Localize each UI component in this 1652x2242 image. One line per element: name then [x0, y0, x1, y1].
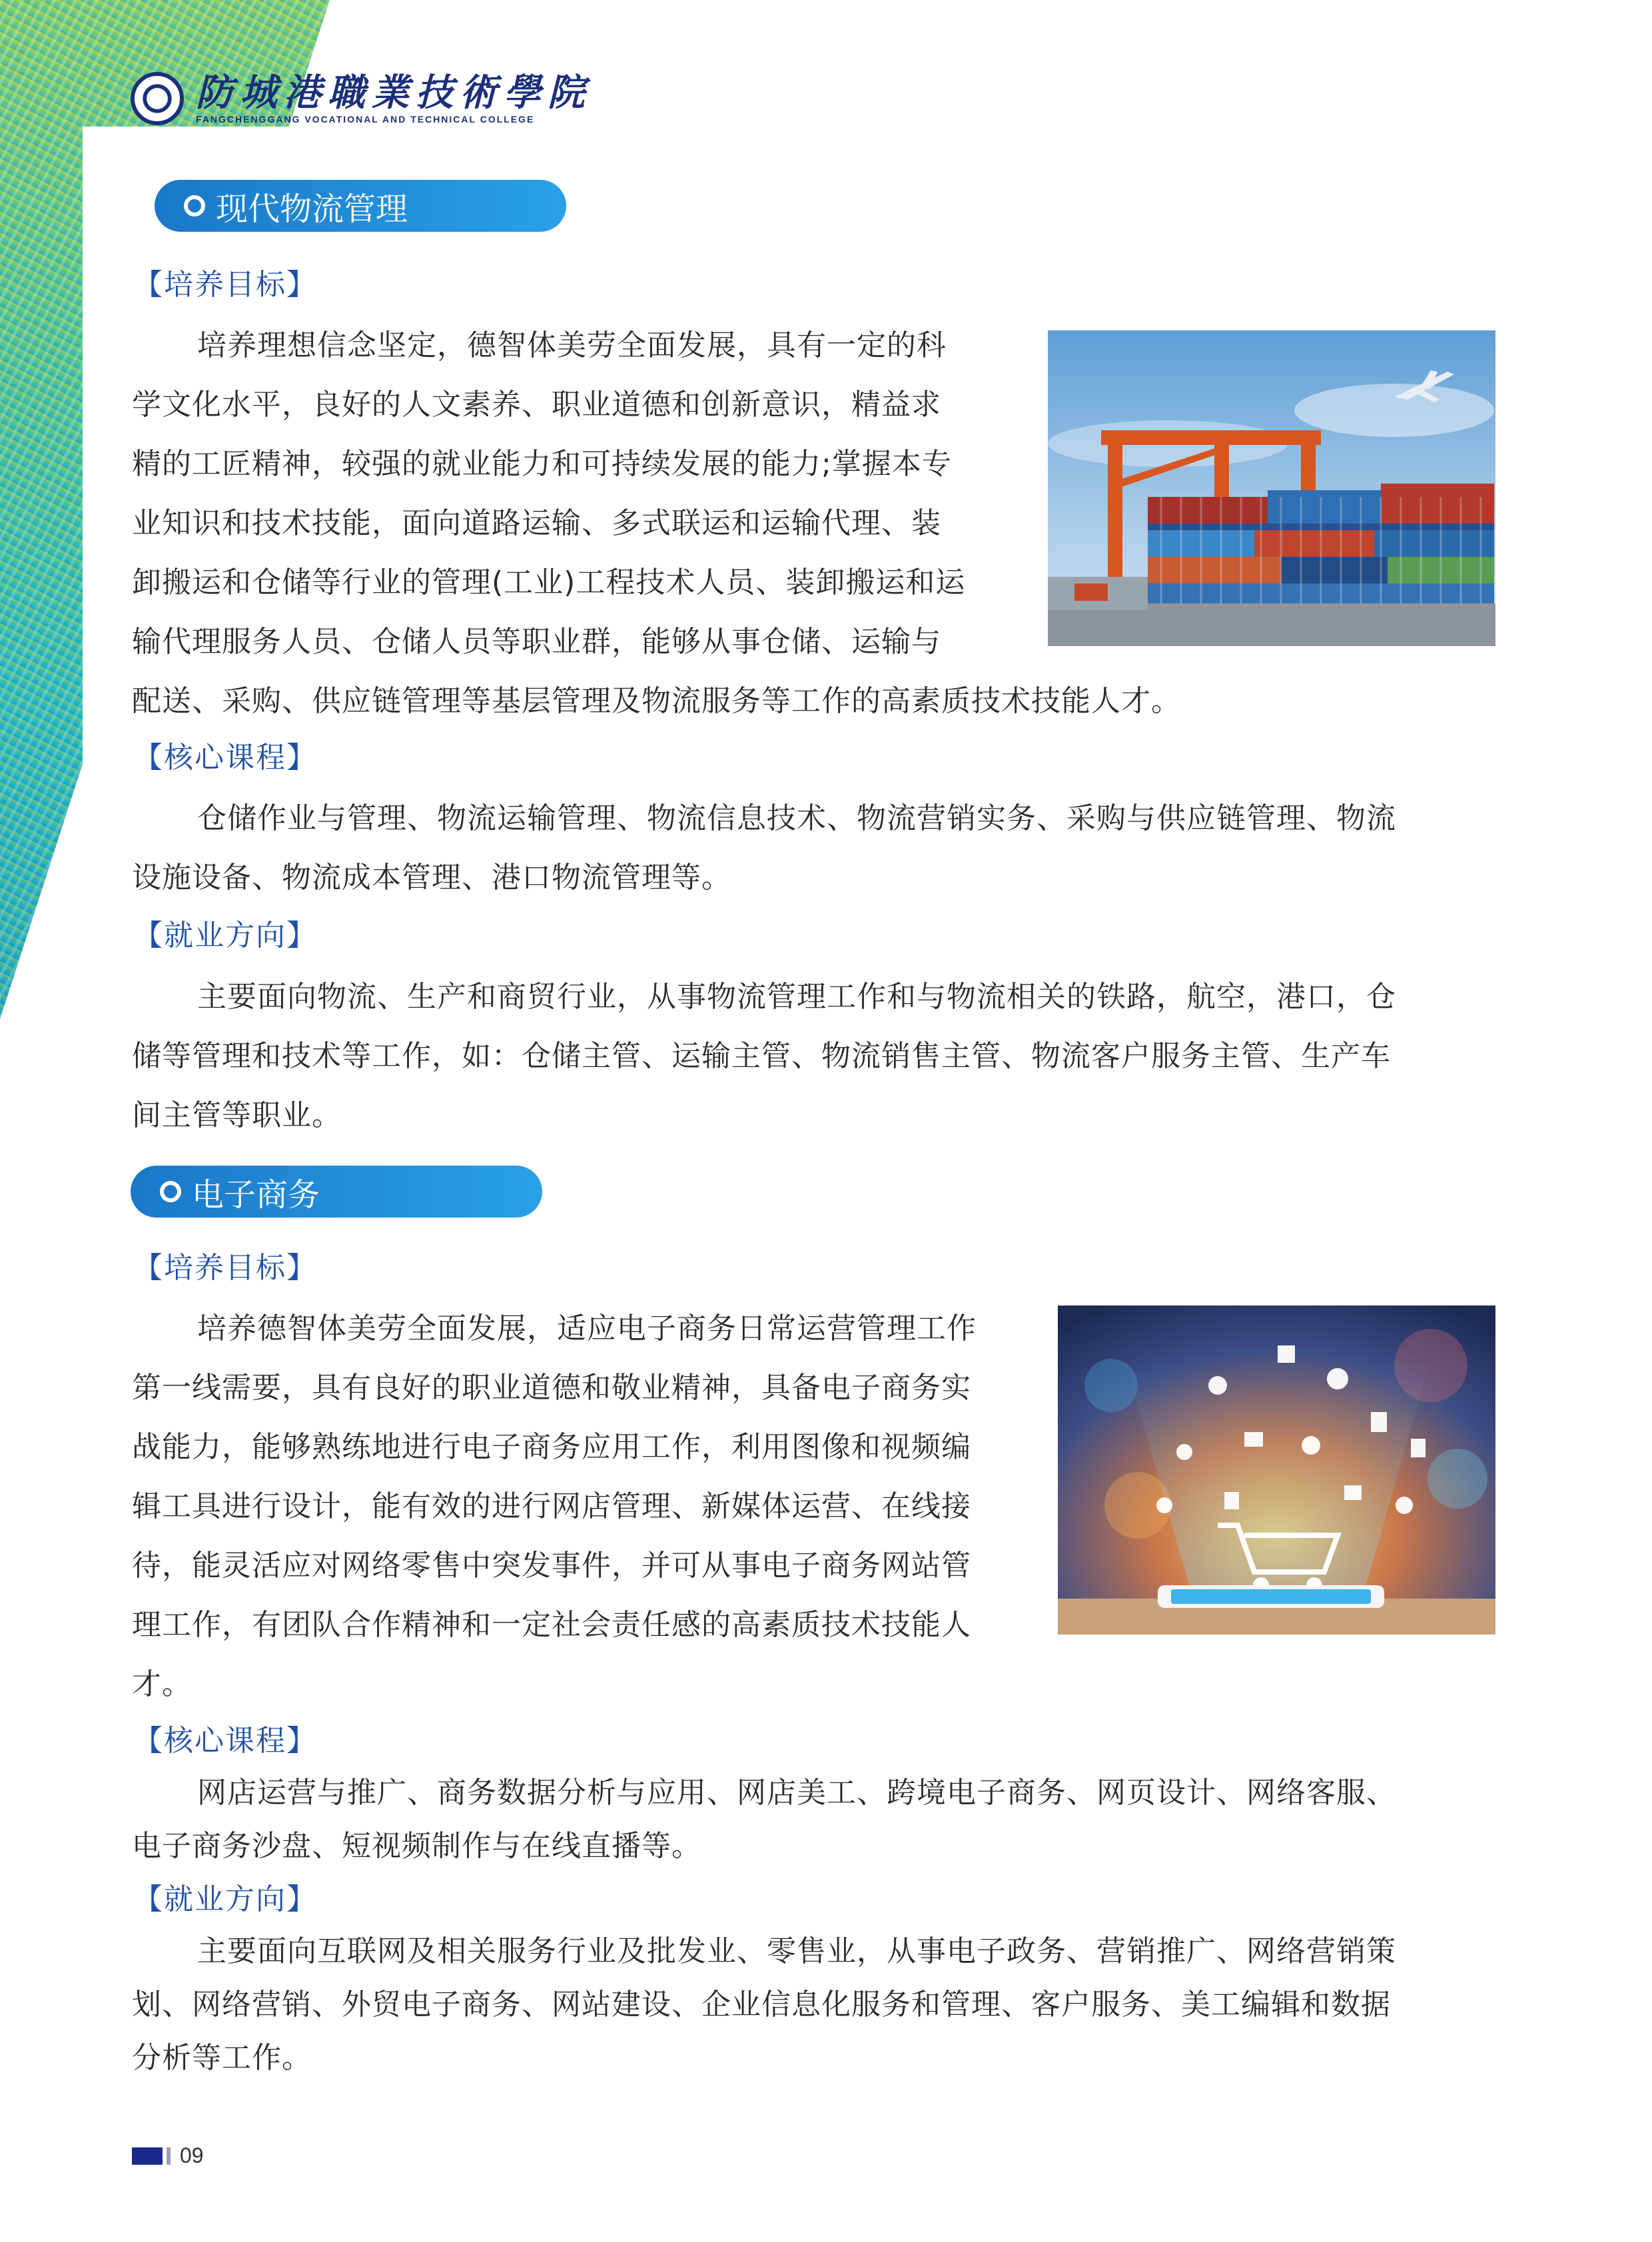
course-paragraph: [132, 789, 1504, 907]
circle-bullet-icon: [160, 1181, 181, 1202]
course-label: 【核心课程】: [133, 741, 317, 775]
circle-bullet-icon: [184, 195, 205, 216]
goal-line: 卸搬运和仓储等行业的管理(工业)工程技术人员、装卸搬运和运: [132, 565, 966, 599]
job-label: 【就业方向】: [133, 1882, 317, 1916]
goal-line: 精的工匠精神，较强的就业能力和可持续发展的能力;掌握本专: [132, 447, 952, 481]
section-title-logistics: [155, 180, 566, 232]
ecommerce-photo: [1058, 1306, 1495, 1635]
college-name-en: FANGCHENGGANG VOCATIONAL AND TECHNICAL COLLEGE: [196, 113, 535, 125]
college-name-cn: 防城港職業技術學院: [196, 70, 592, 115]
college-logo: [131, 67, 592, 130]
course-line: 网店运营与推广、商务数据分析与应用、网店美工、跨境电子商务、网页设计、网络客服、: [197, 1776, 1396, 1810]
page-number-text: 09: [180, 2143, 204, 2167]
goal-line: 培养理想信念坚定，德智体美劳全面发展，具有一定的科: [197, 328, 947, 362]
page-number: [132, 2143, 204, 2168]
job-label: 【就业方向】: [133, 919, 317, 952]
job-paragraph: [132, 967, 1504, 1145]
job-line: 储等管理和技术等工作，如：仓储主管、运输主管、物流销售主管、物流客户服务主管、生产车: [132, 1039, 1391, 1073]
goal-line: 配送、采购、供应链管理等基层管理及物流服务等工作的高素质技术技能人才。: [132, 684, 1181, 718]
goal-line: 学文化水平，良好的人文素养、职业道德和创新意识，精益求: [132, 388, 941, 422]
goal-label: 【培养目标】: [133, 268, 317, 302]
goal-paragraph: [132, 1299, 1051, 1714]
goal-line: 业知识和技术技能，面向道路运输、多式联运和运输代理、装: [132, 506, 941, 540]
course-line: 电子商务沙盘、短视频制作与在线直播等。: [132, 1829, 701, 1863]
goal-line: 待，能灵活应对网络零售中突发事件，并可从事电子商务网站管: [132, 1549, 971, 1583]
course-line: 仓储作业与管理、物流运输管理、物流信息技术、物流营销实务、采购与供应链管理、物流: [197, 801, 1396, 835]
goal-line: 理工作，有团队合作精神和一定社会责任感的高素质技术技能人: [132, 1608, 971, 1642]
page-marker-separator: [167, 2147, 171, 2165]
college-seal-icon: [131, 72, 184, 125]
goal-line: 第一线需要，具有良好的职业道德和敬业精神，具备电子商务实: [132, 1371, 971, 1405]
goal-line: 才。: [132, 1667, 192, 1701]
job-line: 分析等工作。: [132, 2041, 312, 2075]
job-line: 间主管等职业。: [132, 1098, 342, 1132]
course-label: 【核心课程】: [133, 1724, 317, 1758]
course-paragraph: [132, 1766, 1504, 1873]
port-container-photo: [1048, 330, 1495, 646]
page-marker-bar: [132, 2147, 163, 2165]
job-line: 主要面向物流、生产和商贸行业，从事物流管理工作和与物流相关的铁路，航空，港口，仓: [197, 980, 1396, 1014]
goal-line: 战能力，能够熟练地进行电子商务应用工作，利用图像和视频编: [132, 1430, 971, 1464]
course-line: 设施设备、物流成本管理、港口物流管理等。: [132, 861, 731, 895]
section-title-ecommerce: [131, 1166, 542, 1218]
goal-line: 辑工具进行设计，能有效的进行网店管理、新媒体运营、在线接: [132, 1489, 971, 1523]
goal-line: 输代理服务人员、仓储人员等职业群，能够从事仓储、运输与: [132, 625, 941, 659]
section-title-text: 电子商务: [192, 1176, 320, 1214]
job-paragraph: [132, 1925, 1504, 2085]
job-line: 主要面向互联网及相关服务行业及批发业、零售业，从事电子政务、营销推广、网络营销策: [197, 1934, 1396, 1968]
goal-line: 培养德智体美劳全面发展，适应电子商务日常运营管理工作: [197, 1311, 977, 1345]
goal-label: 【培养目标】: [133, 1251, 317, 1285]
section-title-text: 现代物流管理: [216, 190, 408, 228]
job-line: 划、网络营销、外贸电子商务、网站建设、企业信息化服务和管理、客户服务、美工编辑和数据: [132, 1988, 1391, 2022]
